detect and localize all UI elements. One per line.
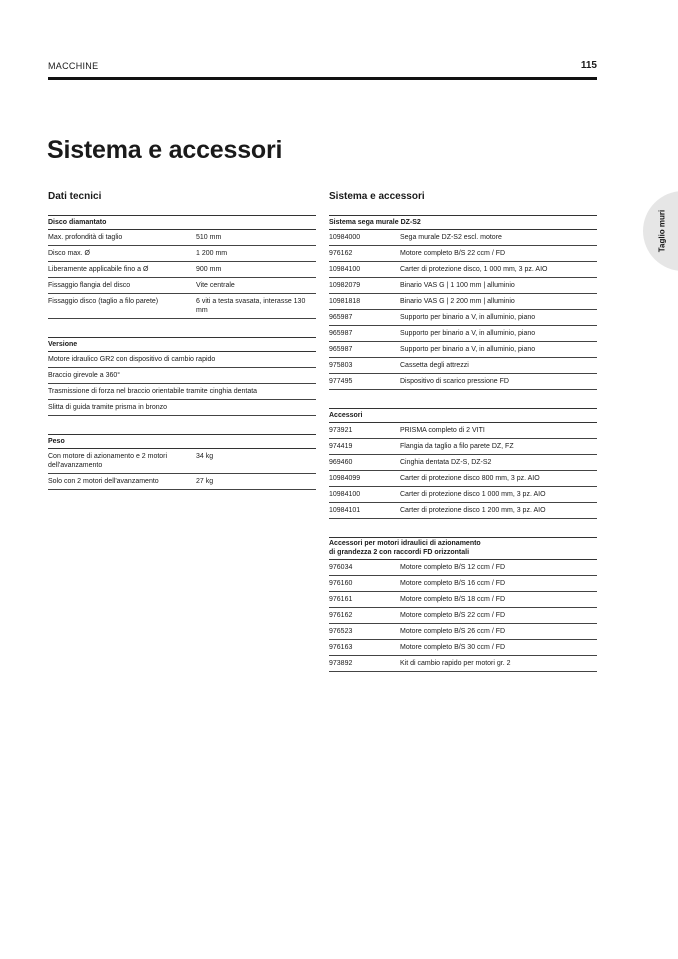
peso-group — [48, 434, 316, 490]
table-row: 973892 Kit di cambio rapido per motori gr. 2 — [329, 656, 597, 672]
accessori-heading: Accessori — [329, 409, 597, 423]
table-row: Solo con 2 motori dell'avanzamento 27 kg — [48, 474, 316, 490]
table-row: 10984101 Carter di protezione disco 1 200 mm, 3 pz. AIO — [329, 503, 597, 519]
sistema-group — [329, 215, 597, 390]
header-rule — [48, 77, 597, 80]
table-row: 977495 Dispositivo di scarico pressione FD — [329, 374, 597, 390]
system-accessories-title: Sistema e accessori — [329, 191, 425, 202]
page-title: Sistema e accessori — [47, 136, 283, 164]
table-row: Fissaggio flangia del disco Vite centrale — [48, 278, 316, 294]
table-row: 976160 Motore completo B/S 16 ccm / FD — [329, 576, 597, 592]
table-row: Motore idraulico GR2 con dispositivo di cambio rapido — [48, 352, 316, 368]
page-header — [48, 60, 597, 80]
table-row: Trasmissione di forza nel braccio orientabile tramite cinghia dentata — [48, 384, 316, 400]
table-row: 969460 Cinghia dentata DZ-S, DZ-S2 — [329, 455, 597, 471]
table-row: 975803 Cassetta degli attrezzi — [329, 358, 597, 374]
technical-data-title: Dati tecnici — [48, 191, 102, 202]
table-row: 965987 Supporto per binario a V, in alluminio, piano — [329, 342, 597, 358]
table-row: 976523 Motore completo B/S 26 ccm / FD — [329, 624, 597, 640]
accessori-group — [329, 408, 597, 519]
table-row: Disco max. Ø 1 200 mm — [48, 246, 316, 262]
table-row: 974419 Flangia da taglio a filo parete DZ, FZ — [329, 439, 597, 455]
disco-heading: Disco diamantato — [48, 216, 316, 230]
table-row: 965987 Supporto per binario a V, in alluminio, piano — [329, 310, 597, 326]
table-row: 976034 Motore completo B/S 12 ccm / FD — [329, 560, 597, 576]
versione-heading: Versione — [48, 338, 316, 352]
table-row: 976162 Motore completo B/S 22 ccm / FD — [329, 246, 597, 262]
peso-heading: Peso — [48, 435, 316, 449]
motori-group — [329, 537, 597, 672]
table-row: 973921 PRISMA completo di 2 VITI — [329, 423, 597, 439]
versione-group — [48, 337, 316, 416]
table-row: 10981818 Binario VAS G | 2 200 mm | alluminio — [329, 294, 597, 310]
system-accessories-column — [329, 191, 597, 672]
table-row: 10984100 Carter di protezione disco 1 000 mm, 3 pz. AIO — [329, 487, 597, 503]
section-label: MACCHINE — [48, 61, 99, 71]
side-tab-label: Taglio muri — [657, 209, 667, 253]
table-row: 976162 Motore completo B/S 22 ccm / FD — [329, 608, 597, 624]
side-tab[interactable] — [643, 191, 678, 271]
page-number: 115 — [580, 60, 597, 71]
table-row: 10984100 Carter di protezione disco, 1 000 mm, 3 pz. AIO — [329, 262, 597, 278]
table-row: 976163 Motore completo B/S 30 ccm / FD — [329, 640, 597, 656]
technical-data-column — [48, 191, 316, 490]
table-row: Slitta di guida tramite prisma in bronzo — [48, 400, 316, 416]
table-row: 10982079 Binario VAS G | 1 100 mm | alluminio — [329, 278, 597, 294]
table-row: Con motore di azionamento e 2 motori dell'avanzamento 34 kg — [48, 449, 316, 474]
table-row: 10984000 Sega murale DZ-S2 escl. motore — [329, 230, 597, 246]
table-row: Braccio girevole a 360° — [48, 368, 316, 384]
disco-group — [48, 215, 316, 319]
table-row: Fissaggio disco (taglio a filo parete) 6 viti a testa svasata, interasse 130 mm — [48, 294, 316, 319]
sistema-heading: Sistema sega murale DZ-S2 — [329, 216, 597, 230]
motori-heading-line1: Accessori per motori idraulici di azionamento — [329, 540, 481, 547]
table-row: 10984099 Carter di protezione disco 800 mm, 3 pz. AIO — [329, 471, 597, 487]
motori-heading-line2: di grandezza 2 con raccordi FD orizzontali — [329, 549, 470, 556]
table-row: 965987 Supporto per binario a V, in alluminio, piano — [329, 326, 597, 342]
table-row: Max. profondità di taglio 510 mm — [48, 230, 316, 246]
motori-heading — [329, 538, 597, 560]
table-row: Liberamente applicabile fino a Ø 900 mm — [48, 262, 316, 278]
table-row: 976161 Motore completo B/S 18 ccm / FD — [329, 592, 597, 608]
